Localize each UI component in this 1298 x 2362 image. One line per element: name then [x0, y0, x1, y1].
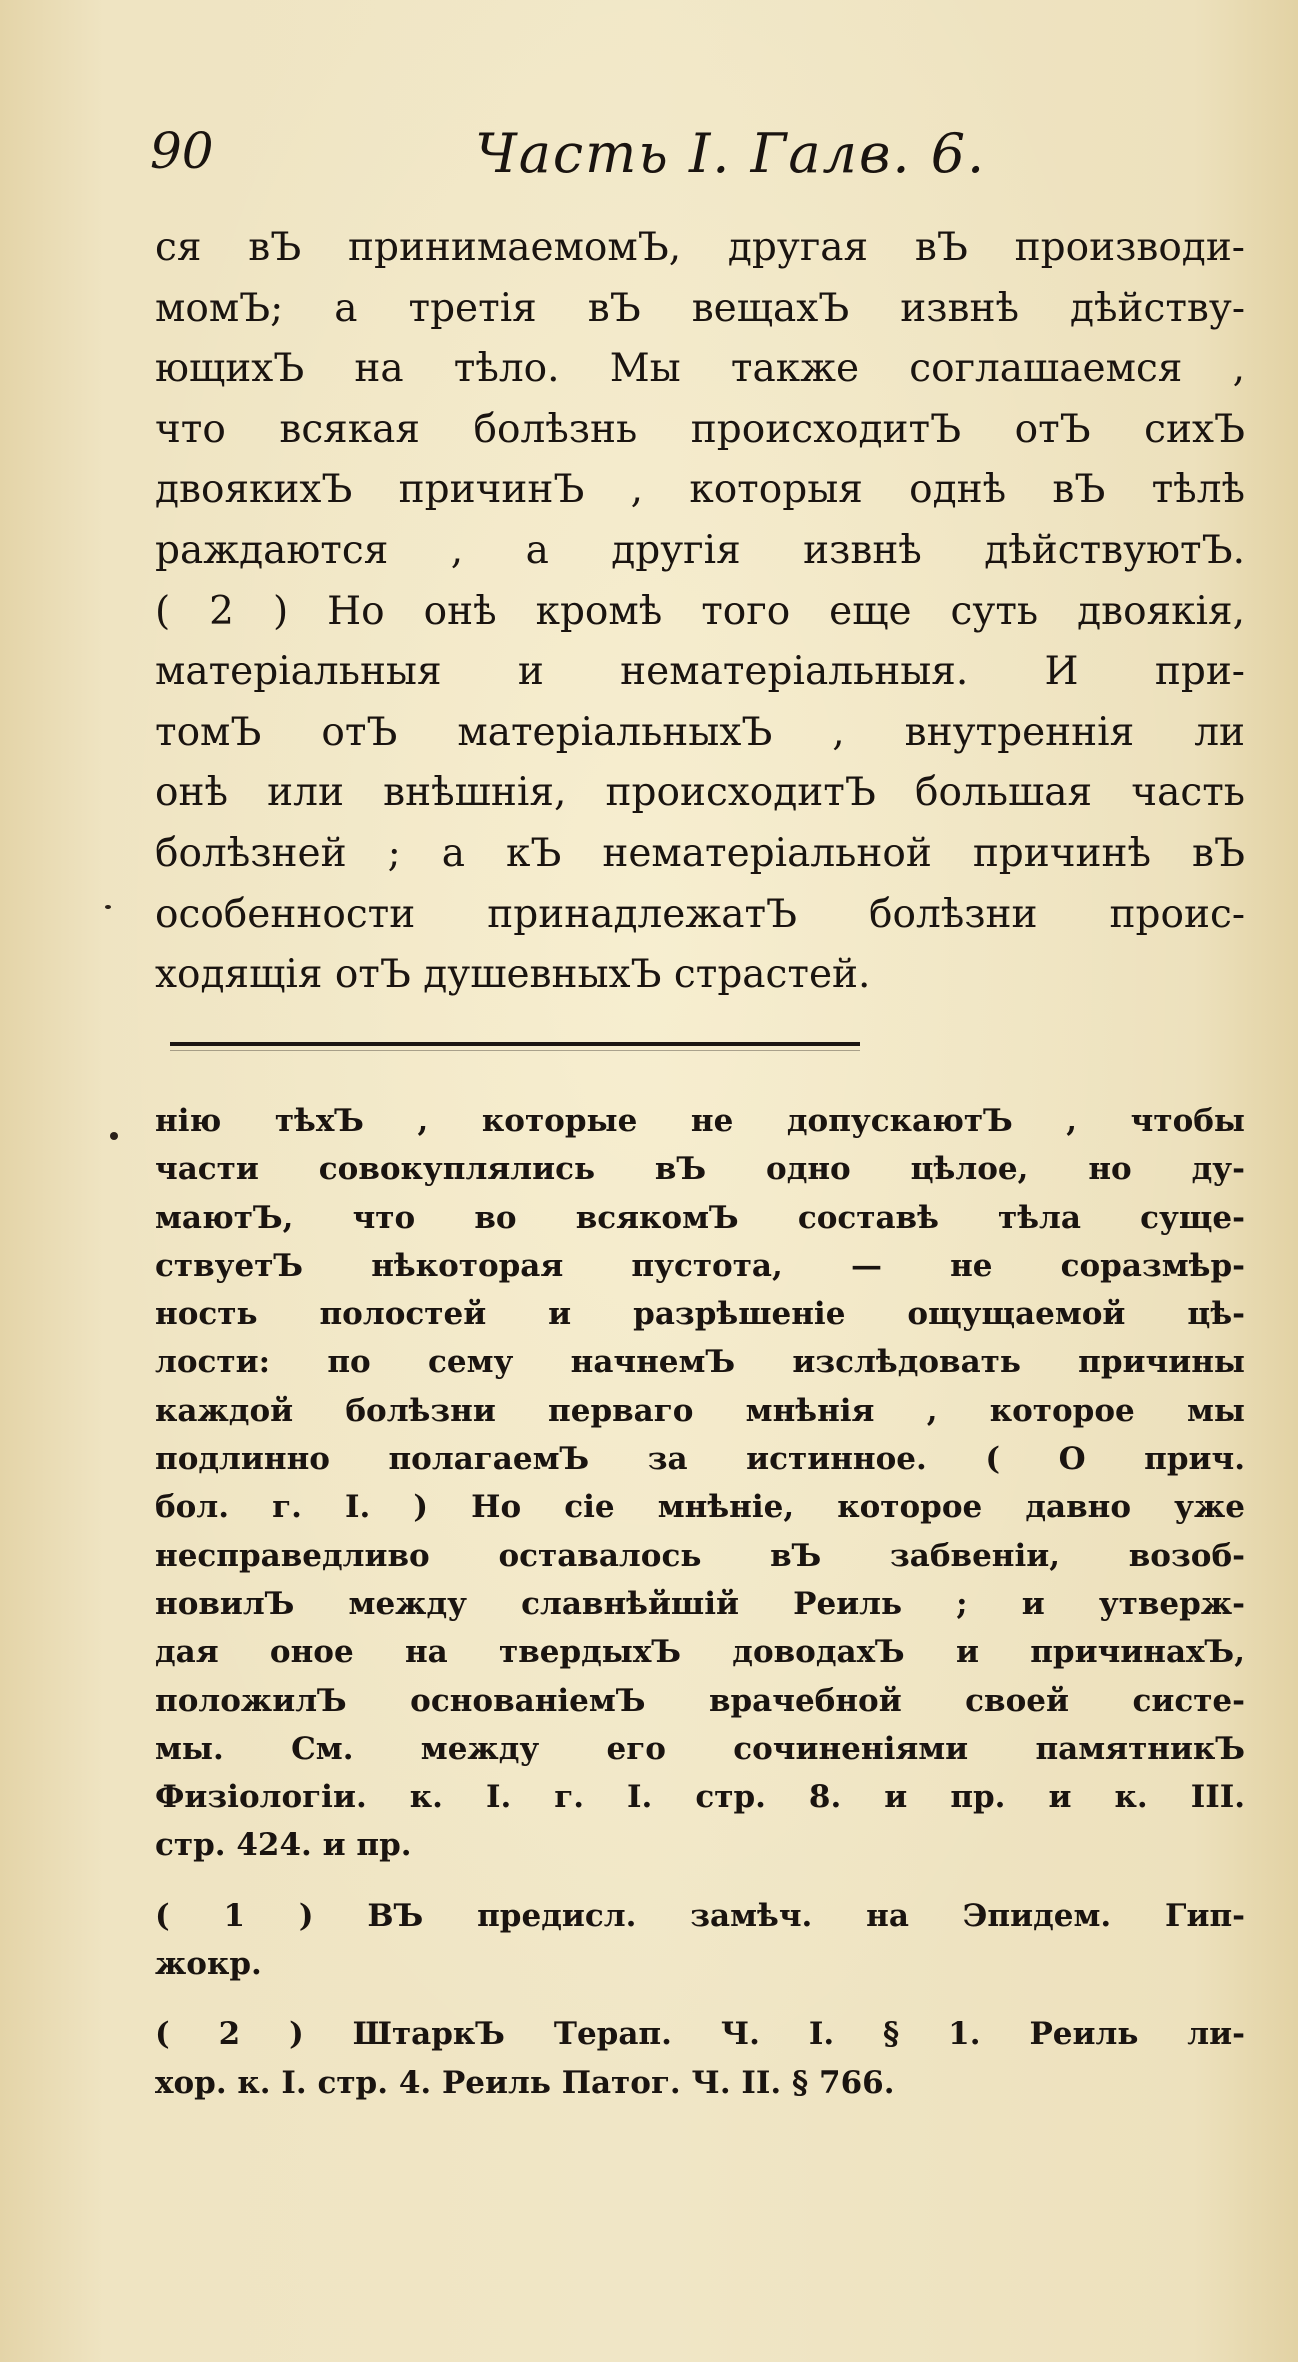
- footnote-line: ( 2 ) ШтаркЪ Терап. Ч. I. § 1. Реиль ли-: [155, 2016, 1245, 2053]
- main-text-line: особенности принадлежатЪ болѣзни проис-: [155, 891, 1245, 937]
- footnote-line: стр. 424. и пр.: [155, 1827, 412, 1864]
- footnotes: [155, 1097, 1245, 2107]
- footnote-line: ствуетЪ нѣкоторая пустота, — не соразмѣр-: [155, 1247, 1245, 1284]
- main-text-line: ющихЪ на тѣло. Мы также соглашаемся ,: [155, 346, 1245, 392]
- footnote-line: бол. г. I. ) Но сіе мнѣніе, которое давно уже: [155, 1489, 1245, 1526]
- main-text-line: матеріальныя и нематеріальныя. И при-: [155, 649, 1245, 695]
- main-text-line: момЪ; а третія вЪ вещахЪ извнѣ дѣйству-: [155, 285, 1245, 331]
- main-text-line: томЪ отЪ матеріальныхЪ , внутреннія ли: [155, 709, 1245, 755]
- main-text-line: ходящія отЪ душевныхЪ страстей.: [155, 952, 871, 998]
- footnote-line: каждой болѣзни перваго мнѣнія , которое мы: [155, 1392, 1245, 1429]
- footnote-1: [155, 1892, 1245, 1989]
- footnote-line: маютЪ, что во всякомЪ составѣ тѣла суще-: [155, 1199, 1245, 1236]
- main-text: [155, 218, 1245, 1006]
- footnote-line: несправедливо оставалось вЪ забвеніи, возоб-: [155, 1537, 1245, 1574]
- page-number: 90: [150, 122, 214, 180]
- footnote-line: положилЪ основаніемЪ врачебной своей систе-: [155, 1682, 1245, 1719]
- footnote-line: части совокуплялись вЪ одно цѣлое, но ду-: [155, 1151, 1245, 1188]
- footnote-2: [155, 2010, 1245, 2107]
- margin-mark: [110, 1132, 118, 1140]
- margin-mark: [105, 905, 111, 909]
- footnote-continuation: [155, 1097, 1245, 1870]
- footnote-line: хор. к. I. стр. 4. Реиль Патог. Ч. II. § 766.: [155, 2064, 895, 2101]
- footnote-line: жокр.: [155, 1946, 262, 1983]
- main-text-line: ( 2 ) Но онѣ кромѣ того еще суть двоякія,: [155, 588, 1245, 634]
- footnote-line: ность полостей и разрѣшеніе ощущаемой цѣ-: [155, 1296, 1245, 1333]
- main-text-line: болѣзней ; а кЪ нематеріальной причинѣ вЪ: [155, 830, 1245, 876]
- main-text-line: раждаются , а другія извнѣ дѣйствуютЪ.: [155, 527, 1245, 573]
- main-text-line: двоякихЪ причинЪ , которыя однѣ вЪ тѣлѣ: [155, 467, 1245, 513]
- footnote-separator-rule: [170, 1042, 860, 1046]
- running-head: Часть I. Галв. 6.: [475, 122, 987, 185]
- footnote-line: новилЪ между славнѣйшій Реиль ; и утверж-: [155, 1585, 1245, 1622]
- main-text-line: что всякая болѣзнь происходитЪ отЪ сихЪ: [155, 406, 1245, 452]
- main-text-line: онѣ или внѣшнія, происходитЪ большая часть: [155, 770, 1245, 816]
- page-header: [150, 122, 1150, 202]
- main-text-line: ся вЪ принимаемомЪ, другая вЪ производи-: [155, 225, 1245, 270]
- footnote-line: ( 1 ) ВЪ предисл. замѣч. на Эпидем. Гип-: [155, 1897, 1245, 1934]
- footnote-line: лости: по сему начнемЪ изслѣдовать причины: [155, 1344, 1245, 1381]
- footnote-line: мы. См. между его сочиненіями памятникЪ: [155, 1730, 1245, 1767]
- footnote-line: нію тѣхЪ , которые не допускаютЪ , чтобы: [155, 1103, 1245, 1139]
- footnote-line: подлинно полагаемЪ за истинное. ( О прич.: [155, 1441, 1245, 1478]
- footnote-line: дая оное на твердыхЪ доводахЪ и причинахЪ,: [155, 1634, 1245, 1671]
- footnote-line: Физіологіи. к. I. г. I. стр. 8. и пр. и к. III.: [155, 1779, 1245, 1816]
